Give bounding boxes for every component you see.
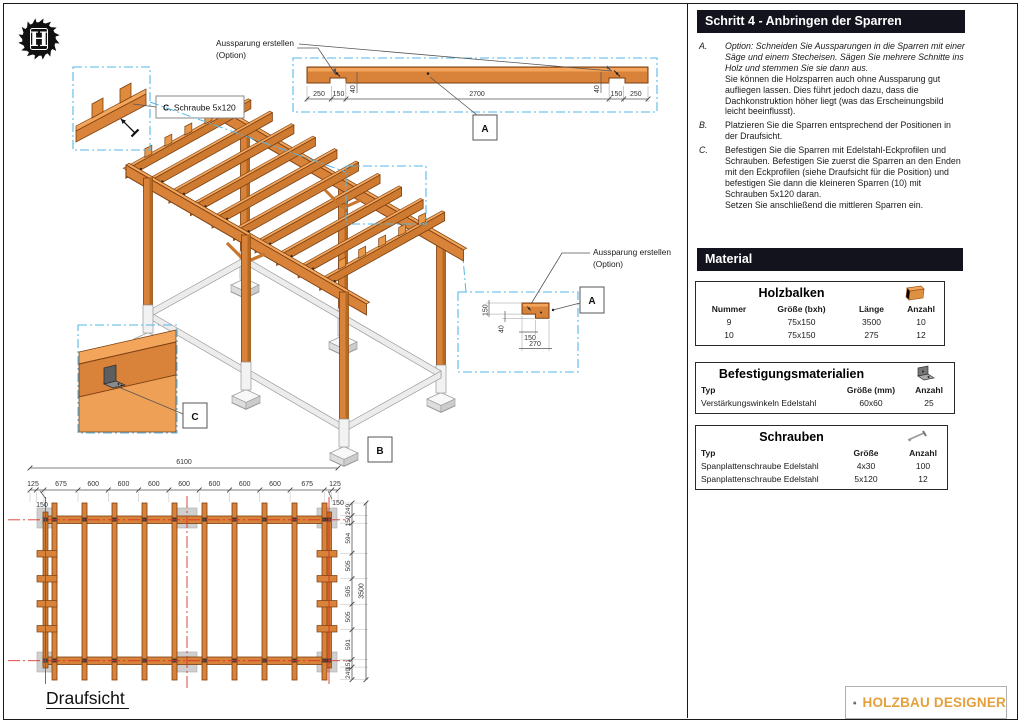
col-header: Länge (858, 304, 885, 314)
section-dim-40: 40 (498, 325, 506, 333)
item-paragraph: Setzen Sie anschließend die mittleren Sparren ein. (725, 199, 924, 210)
beam-detail-view (216, 38, 657, 140)
plan-dim-600-5: 600 (208, 481, 221, 488)
instruction-list (699, 41, 965, 214)
dim-250-left: 250 (313, 91, 325, 98)
item-paragraph: Platzieren Sie die Sparren entsprechend der Positionen in der Draufsicht. (725, 120, 951, 142)
dim-2700: 2700 (469, 91, 485, 98)
ref-label-a-section: A (588, 296, 596, 307)
cell: 4x30 (856, 461, 876, 471)
instruction-item-b (699, 120, 965, 142)
instruction-item-a (699, 41, 965, 117)
plan-dim-125-l: 125 (27, 481, 39, 488)
instruction-item-c (699, 145, 965, 210)
table-schrauben (695, 425, 948, 490)
item-paragraph: Befestigen Sie die Sparren mit Edelstahl-Eckprofilen und Schrauben. Befestigen Sie zuerst die Sparren an den Enden mit den Eckprofilen (siehe Draufsicht für die Position) und befestigen Sie dann die kleineren Sparren (10) mit Schrauben 5x120 daran. (725, 145, 961, 199)
plan-vdim-594: 594 (345, 532, 352, 544)
screw-label-rest: Schraube 5x120 (171, 102, 236, 113)
table-title: Schrauben (759, 430, 824, 444)
dim-150-left: 150 (332, 91, 345, 98)
plan-dimensions (27, 459, 368, 682)
table-befestigung (695, 362, 955, 414)
item-paragraph: Option: Schneiden Sie Aussparungen in die Sparren mit einer Säge und einem Stecheisen. Sägen Sie mehrere Schnitte ins Holz und stemmen Sie sie dann aus. (725, 41, 965, 73)
plan-vdim-151: 151 (345, 659, 352, 670)
dim-40-left: 40 (350, 85, 357, 93)
beam-callout-line2: (Option) (216, 50, 246, 60)
table-title: Holzbalken (758, 286, 825, 300)
plan-dim-total: 6100 (176, 459, 192, 466)
section-callout-line1: Aussparung erstellen (593, 247, 671, 257)
plan-view (8, 496, 350, 688)
table-holzbalken (695, 281, 945, 346)
cell: 25 (924, 398, 934, 408)
item-label: A. (699, 41, 708, 51)
plan-dim-150-l: 150 (36, 502, 48, 509)
material-title: Material (705, 252, 753, 266)
plan-dim-600-7: 600 (269, 481, 281, 488)
cell: 3500 (862, 317, 881, 327)
brand-logo-letter: H (854, 703, 856, 705)
col-header: Nummer (711, 304, 747, 314)
logo-letter: H (29, 27, 49, 51)
ref-label-c: C (191, 412, 199, 423)
ref-label-a-top: A (481, 124, 489, 135)
dim-150-right: 150 (610, 91, 623, 98)
dim-250-right: 250 (629, 91, 642, 98)
col-header: Typ (701, 448, 716, 458)
plan-vdim-505b: 505 (345, 585, 352, 597)
cell: 5x120 (854, 474, 878, 484)
plan-vdim-249t: 249 (345, 503, 352, 515)
col-header: Größe (853, 448, 879, 458)
col-header: Anzahl (915, 385, 943, 395)
plan-vdim-591: 591 (345, 639, 352, 651)
cell: 275 (864, 330, 879, 340)
plan-dim-600-1: 600 (87, 481, 100, 488)
cell: 75x150 (787, 317, 816, 327)
col-header: Typ (701, 385, 716, 395)
brand-box (845, 686, 1007, 719)
plan-dim-600-4: 600 (178, 481, 190, 488)
item-label: C. (699, 145, 708, 156)
cell: Verstärkungswinkeln Edelstahl (701, 398, 817, 408)
cell: 75x150 (787, 330, 816, 340)
plan-vdim-150: 150 (345, 515, 352, 527)
plan-dim-675-l: 675 (55, 481, 67, 488)
cell: 12 (916, 330, 926, 340)
table-title: Befestigungsmaterialien (718, 367, 865, 381)
section-callout-line2: (Option) (593, 259, 623, 269)
section-dim-150h: 150 (524, 335, 536, 342)
col-header: Größe (mm) (846, 385, 896, 395)
plan-vdim-505c: 505 (345, 611, 352, 623)
cell: 60x60 (859, 398, 883, 408)
cell: 10 (724, 330, 734, 340)
step-title-bar (697, 10, 965, 33)
section-dim-150v: 150 (482, 304, 490, 316)
col-header: Größe (bxh) (777, 304, 826, 314)
cell: 12 (918, 474, 928, 484)
plan-dim-600-6: 600 (238, 481, 251, 488)
plan-dim-125-r: 125 (329, 481, 341, 488)
brand-saw-icon (853, 690, 857, 716)
plan-vdim-249b: 249 (345, 667, 352, 679)
screw-label-bold: C. (163, 102, 172, 113)
plan-vdim-3500: 3500 (358, 583, 366, 599)
plan-dim-600-3: 600 (147, 481, 160, 488)
plan-dim-675-r: 675 (301, 481, 314, 488)
col-header: Anzahl (907, 304, 935, 314)
plan-vdim-505a: 505 (345, 560, 352, 572)
screw-icon (121, 119, 139, 137)
cell: Spanplattenschraube Edelstahl (701, 474, 819, 484)
panel-divider (687, 3, 688, 718)
angle-bracket-icon (913, 365, 937, 384)
cell: Spanplattenschraube Edelstahl (701, 461, 819, 471)
cell: 10 (916, 317, 926, 327)
section-detail-view (458, 247, 671, 372)
brand-text: HOLZBAU DESIGNER (862, 695, 1006, 710)
screw-icon (904, 428, 930, 444)
wood-beam-icon (901, 284, 927, 303)
beam-callout-line1: Aussparung erstellen (216, 38, 294, 48)
section-dim-270: 270 (529, 341, 541, 348)
plan-dim-150-r: 150 (332, 500, 344, 507)
dim-40-right: 40 (594, 85, 601, 93)
material-title-bar (697, 248, 963, 271)
cell: 100 (915, 461, 931, 471)
plan-title: Draufsicht (46, 688, 125, 708)
step-title: Schritt 4 - Anbringen der Sparren (705, 14, 902, 28)
item-label: B. (699, 120, 708, 131)
cell: 9 (726, 317, 732, 327)
item-paragraph: Sie können die Holzsparren auch ohne Aussparung gut aufliegen lassen. Dies führt jedoch dazu, dass die Dachkonstruktion höher liegt (was das Erscheinungsbild leicht beeinflusst). (725, 73, 944, 117)
plan-dim-600-2: 600 (117, 481, 130, 488)
ref-label-b: B (376, 446, 384, 457)
col-header: Anzahl (909, 448, 937, 458)
